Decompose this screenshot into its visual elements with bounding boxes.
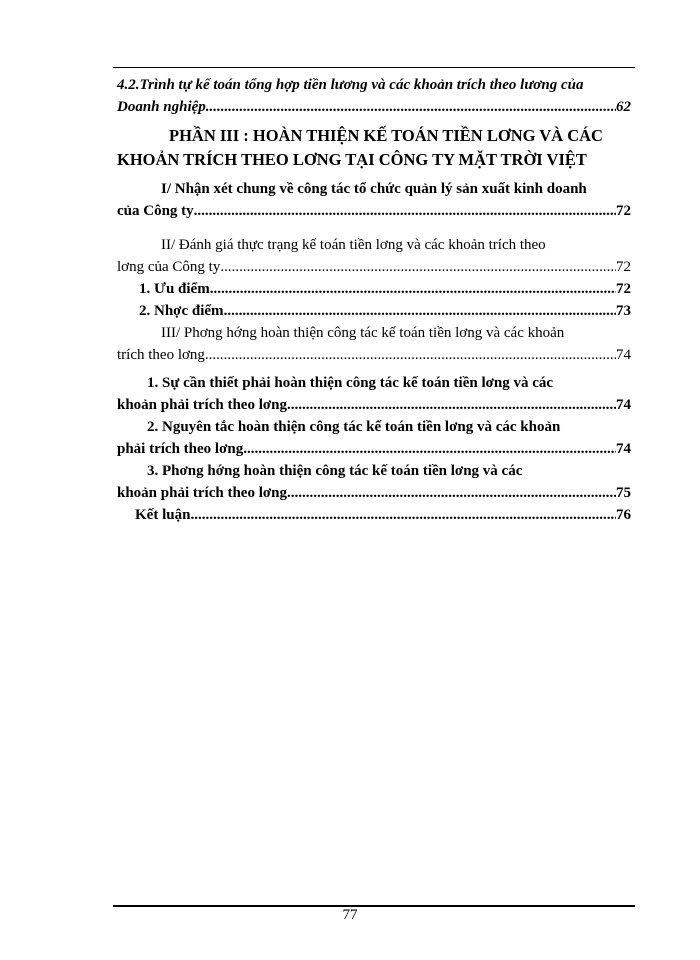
toc-entry-text: 2. Nguyên tắc hoàn thiện công tác kế toán tiền lơng và các khoản bbox=[147, 419, 561, 435]
toc-entry-text: khoản phải trích theo lơng bbox=[117, 485, 288, 501]
toc-entry-section-3-3-line1[interactable] bbox=[117, 460, 631, 482]
toc-entry-section-2-1[interactable] bbox=[117, 278, 631, 300]
toc-entry-text: 3. Phơng hớng hoàn thiện công tác kế toán tiền lơng và các bbox=[147, 463, 523, 479]
toc-entry-section-3-1-line1[interactable] bbox=[117, 372, 631, 394]
toc-entry-section-3-3-line2[interactable] bbox=[117, 482, 631, 504]
toc-page-number: 74 bbox=[616, 347, 631, 363]
toc-entry-text: 1. Sự cần thiết phải hoàn thiện công tác kế toán tiền lơng và các bbox=[147, 375, 554, 391]
toc-entry-text: khoản phải trích theo lơng bbox=[117, 397, 288, 413]
toc-entry-text: I/ Nhận xét chung về công tác tổ chức quản lý sản xuất kinh doanh bbox=[161, 181, 587, 197]
toc-entry-section-3-2-line2[interactable] bbox=[117, 438, 631, 460]
toc-leader-dots bbox=[206, 96, 616, 118]
toc-leader-dots bbox=[224, 300, 616, 322]
toc-page-number: 72 bbox=[616, 259, 631, 275]
toc-entry-conclusion[interactable] bbox=[117, 504, 631, 526]
toc-leader-dots bbox=[243, 438, 616, 460]
toc-page-number: 62 bbox=[616, 99, 631, 115]
toc-page-number: 75 bbox=[616, 485, 631, 501]
toc-entry-section-3-line2[interactable] bbox=[117, 344, 631, 366]
toc-entry-text: Doanh nghiệp bbox=[117, 99, 206, 115]
toc-page-number: 73 bbox=[616, 303, 631, 319]
toc-entry-text: của Công ty bbox=[117, 203, 194, 219]
toc-entry-4-2-line2[interactable] bbox=[117, 96, 631, 118]
toc-entry-text: II/ Đánh giá thực trạng kế toán tiền lơng và các khoản trích theo bbox=[161, 237, 546, 253]
toc-page-number: 76 bbox=[616, 507, 631, 523]
toc-entry-4-2-line1[interactable] bbox=[117, 74, 631, 96]
toc-entry-section-1-line1[interactable] bbox=[117, 178, 631, 200]
toc-entry-text: phải trích theo lơng bbox=[117, 441, 244, 457]
page-border-top bbox=[113, 67, 635, 68]
toc-leader-dots bbox=[190, 504, 616, 526]
page-number: 77 bbox=[342, 907, 358, 923]
toc-page-number: 72 bbox=[616, 281, 631, 297]
table-of-contents bbox=[117, 74, 631, 526]
toc-leader-dots bbox=[205, 344, 616, 366]
toc-entry-text: 4.2.Trình tự kế toán tổng hợp tiền lương và các khoản trích theo lương của bbox=[117, 77, 584, 93]
toc-leader-dots bbox=[287, 394, 616, 416]
toc-entry-section-1-line2[interactable] bbox=[117, 200, 631, 222]
toc-entry-section-3-1-line2[interactable] bbox=[117, 394, 631, 416]
part-3-heading-line2[interactable]: KHOẢN TRÍCH THEO LƠNG TẠI CÔNG TY MẶT TRỜI VIỆT bbox=[117, 150, 587, 169]
toc-entry-text: trích theo lơng bbox=[117, 347, 205, 363]
toc-entry-section-3-2-line1[interactable] bbox=[117, 416, 631, 438]
toc-entry-section-2-2[interactable] bbox=[117, 300, 631, 322]
toc-page-number: 74 bbox=[616, 441, 631, 457]
part-3-heading-line1[interactable]: PHẦN III : HOÀN THIỆN KẾ TOÁN TIỀN LƠNG VÀ CÁC bbox=[169, 126, 603, 145]
toc-entry-text: 2. Nhợc điểm bbox=[139, 303, 224, 319]
toc-entry-text: III/ Phơng hớng hoàn thiện công tác kế toán tiền lơng và các khoản bbox=[161, 325, 565, 341]
toc-page-number: 72 bbox=[616, 203, 631, 219]
toc-leader-dots bbox=[220, 256, 616, 278]
toc-entry-section-3-line1[interactable] bbox=[117, 322, 631, 344]
toc-entry-section-2-line2[interactable] bbox=[117, 256, 631, 278]
toc-leader-dots bbox=[287, 482, 616, 504]
toc-leader-dots bbox=[194, 200, 616, 222]
toc-page-number: 74 bbox=[616, 397, 631, 413]
toc-entry-text: 1. Ưu điểm bbox=[139, 281, 210, 297]
toc-entry-section-2-line1[interactable] bbox=[117, 234, 631, 256]
toc-entry-text: lơng của Công ty bbox=[117, 259, 221, 275]
toc-entry-text: Kết luận bbox=[135, 507, 191, 523]
toc-leader-dots bbox=[210, 278, 616, 300]
